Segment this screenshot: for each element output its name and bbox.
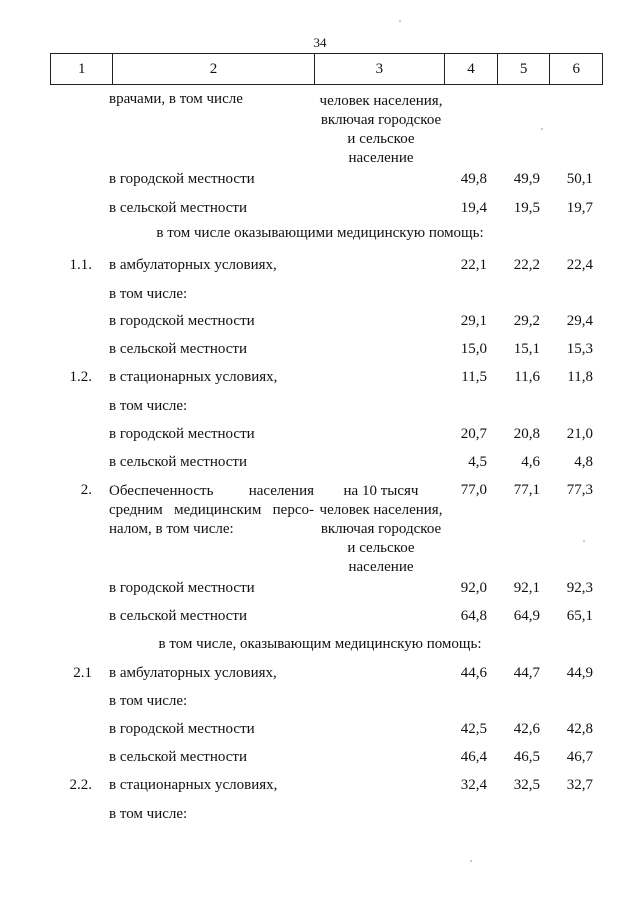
section-2-label-line: средним медицинским персо- [109, 502, 314, 518]
value-col-4: 46,4 [460, 749, 487, 765]
row-label: в стационарных условиях, [109, 369, 278, 385]
value-col-5: 11,6 [514, 369, 540, 385]
value-col-4: 44,6 [460, 665, 487, 681]
value-col-5: 42,6 [513, 721, 540, 737]
value-col-4: 22,1 [460, 257, 487, 273]
value-col-6: 65,1 [566, 608, 593, 624]
row-label: в амбулаторных условиях, [109, 257, 277, 273]
value-col-5: 49,9 [513, 171, 540, 187]
column-header-4: 4 [445, 54, 498, 85]
row-number: 1.1. [69, 257, 92, 273]
value-col-6: 19,7 [566, 200, 593, 216]
value-col-4: 29,1 [460, 313, 487, 329]
intro-unit [316, 92, 446, 168]
row-label: в сельской местности [109, 608, 247, 624]
value-col-4: 64,8 [460, 608, 487, 624]
value-col-6: 46,7 [566, 749, 593, 765]
row-number: 2. [80, 482, 92, 498]
value-col-6: 42,8 [566, 721, 593, 737]
section-2-label [109, 482, 314, 539]
row-label: в сельской местности [109, 200, 247, 216]
value-col-5: 15,1 [513, 341, 540, 357]
value-col-6: 92,3 [566, 580, 593, 596]
row-label: в сельской местности [109, 749, 247, 765]
section-2-unit [316, 482, 446, 577]
value-col-4: 77,0 [460, 482, 487, 498]
section-2-unit-line: на 10 тысяч [343, 483, 419, 499]
intro-unit-line: население [348, 150, 414, 166]
column-header-5: 5 [497, 54, 550, 85]
row-label: в сельской местности [109, 341, 247, 357]
value-col-6: 4,8 [574, 454, 593, 470]
row-number: 2.1 [73, 665, 92, 681]
row-label: в городской местности [109, 580, 255, 596]
section-2-label-line: Обеспеченность населения [109, 483, 314, 499]
value-col-6: 15,3 [566, 341, 593, 357]
column-header-2: 2 [113, 54, 314, 85]
value-col-4: 20,7 [460, 426, 487, 442]
value-col-4: 4,5 [468, 454, 487, 470]
section-2-unit-line: и сельское [347, 540, 415, 556]
row-number: 2.2. [69, 777, 92, 793]
column-header-table [50, 53, 603, 85]
value-col-6: 44,9 [566, 665, 593, 681]
value-col-6: 11,8 [567, 369, 593, 385]
value-col-5: 46,5 [513, 749, 540, 765]
value-col-6: 50,1 [566, 171, 593, 187]
row-label: в городской местности [109, 426, 255, 442]
value-col-6: 32,7 [566, 777, 593, 793]
value-col-5: 44,7 [513, 665, 540, 681]
value-col-5: 19,5 [513, 200, 540, 216]
value-col-5: 4,6 [521, 454, 540, 470]
value-col-6: 22,4 [566, 257, 593, 273]
row-label: в стационарных условиях, [109, 777, 278, 793]
section-2-unit-line: население [348, 559, 414, 575]
subheading: в том числе, оказывающим медицинскую помощь: [158, 636, 482, 652]
scan-speck [470, 860, 472, 862]
column-header-3: 3 [314, 54, 445, 85]
intro-label: врачами, в том числе [109, 91, 243, 107]
value-col-4: 42,5 [460, 721, 487, 737]
value-col-5: 32,5 [513, 777, 540, 793]
scan-speck [541, 128, 543, 130]
column-header-1: 1 [51, 54, 113, 85]
row-label: в городской местности [109, 721, 255, 737]
value-col-5: 64,9 [513, 608, 540, 624]
value-col-5: 20,8 [513, 426, 540, 442]
value-col-5: 77,1 [513, 482, 540, 498]
value-col-6: 29,4 [566, 313, 593, 329]
section-2-unit-line: человек населения, [319, 502, 443, 518]
column-header-6: 6 [550, 54, 603, 85]
value-col-4: 15,0 [460, 341, 487, 357]
column-header-row [51, 54, 603, 85]
value-col-4: 49,8 [460, 171, 487, 187]
row-label: в городской местности [109, 313, 255, 329]
intro-unit-line: и сельское [347, 131, 415, 147]
value-col-5: 22,2 [513, 257, 540, 273]
page-number: 34 [313, 35, 327, 50]
value-col-6: 21,0 [566, 426, 593, 442]
value-col-4: 19,4 [460, 200, 487, 216]
scan-speck [583, 540, 585, 542]
value-col-4: 11,5 [461, 369, 487, 385]
value-col-6: 77,3 [566, 482, 593, 498]
row-label: в том числе: [109, 286, 188, 302]
scan-speck [399, 20, 401, 22]
row-label: в том числе: [109, 806, 188, 822]
row-label: в том числе: [109, 693, 188, 709]
row-label: в амбулаторных условиях, [109, 665, 277, 681]
section-2-label-line: налом, в том числе: [109, 521, 234, 537]
value-col-5: 29,2 [513, 313, 540, 329]
row-label: в городской местности [109, 171, 255, 187]
value-col-5: 92,1 [513, 580, 540, 596]
value-col-4: 32,4 [460, 777, 487, 793]
intro-unit-line: человек населения, [319, 93, 443, 109]
row-number: 1.2. [69, 369, 92, 385]
intro-unit-line: включая городское [320, 112, 442, 128]
section-2-unit-line: включая городское [320, 521, 442, 537]
value-col-4: 92,0 [460, 580, 487, 596]
row-label: в том числе: [109, 398, 188, 414]
row-label: в сельской местности [109, 454, 247, 470]
subheading: в том числе оказывающими медицинскую помощь: [156, 225, 484, 241]
